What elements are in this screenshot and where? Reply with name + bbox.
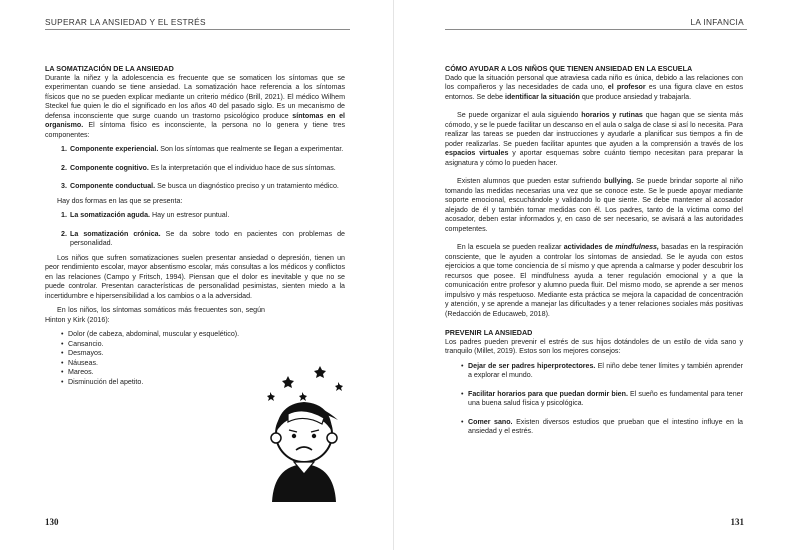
list-item: 2. La somatización crónica. Se da sobre todo en pacientes con problemas de personalidad. (61, 229, 345, 247)
right-page (394, 0, 789, 550)
list-item: • Cansancio. (61, 339, 104, 348)
right-column (445, 64, 743, 437)
star-icon (267, 392, 275, 401)
header-rule (445, 29, 747, 30)
list-item: 1. La somatización aguda. Hay un estresor puntual. (61, 211, 230, 219)
paragraph: Existen alumnos que pueden estar sufriendo bullying. Se puede brindar soporte al niño tomando las medidas necesarias una vez que se conoce este. Se le puede apoyar mediante soporte emocional, escuchándole y validando lo que siente. Se debe mantener al acosador alejado de él y también tomar medidas con él. Los padres, tanto de la víctima como del acosador, deben estar informados y, en caso de ser necesario, se avisará a las autoridades competentes. (445, 177, 743, 233)
star-icon (314, 366, 326, 378)
paragraph: En la escuela se pueden realizar actividades de mindfulness, basadas en la respiración consciente, que le ayuden a controlar los síntomas de ansiedad. Se le ayuda con estos ejercicios a que tome conciencia de sí mismo y que aprenda a calmarse y poder descubrir los recursos que posee. El mindfulness ayuda a tener regulación emocional y a que la comunicación entre profesor y alumno pueda fluir. Del mismo modo, se aprende a ser menos impulsivo y más respetuoso. Mediante esta práctica se mejora la capacidad de concentración y atención, y se aprende a manejar las dificultades y a tener relaciones sociales más positivas (Redacción de Educaweb, 2018). (445, 243, 743, 318)
star-icon (299, 392, 307, 401)
running-head: LA INFANCIA (690, 17, 744, 27)
left-page (0, 0, 394, 550)
paragraph: En los niños, los síntomas somáticos más frecuentes son, según Hinton y Kirk (2016): (45, 306, 265, 324)
list-item: • Disminución del apetito. (61, 377, 144, 386)
running-head: SUPERAR LA ANSIEDAD Y EL ESTRÉS (45, 17, 206, 27)
tips-list (461, 362, 743, 437)
list-item: • Facilitar horarios para que puedan dormir bien. El sueño es fundamental para tener una buena salud física y psicológica. (461, 389, 743, 407)
paragraph: Durante la niñez y la adolescencia es frecuente que se somaticen los síntomas que se experimentan cuando se tiene ansiedad. La somatización hace referencia a los síntomas físicos que no se pueden explicar mediante un criterio médico (Brill, 2021). El médico Wilhem Steckel fue quien le dio el significado en los años 40 del pasado siglo. Es un mecanismo de defensa inconsciente que surge cuando un trastorno psicológico produce síntomas en el organismo. El síntoma físico es inconsciente, la persona no lo genera y tiene tres componentes: (45, 73, 345, 139)
section-heading: LA SOMATIZACIÓN DE LA ANSIEDAD (45, 64, 174, 73)
paragraph: Los padres pueden prevenir el estrés de sus hijos dotándoles de un estilo de vida sano y tranquilo (Millet, 2019). Estos son los mejores consejos: (445, 337, 743, 355)
list-item: 3. Componente conductual. Se busca un diagnóstico preciso y un tratamiento médico. (61, 182, 339, 190)
components-list (61, 145, 345, 192)
list-item: • Dejar de ser padres hiperprotectores. El niño debe tener límites y también aprender a explorar el mundo. (461, 361, 743, 379)
dizzy-child-illustration (258, 362, 350, 502)
paragraph: Se puede organizar el aula siguiendo horarios y rutinas que hagan que se sienta más cómodo, y se le puede facilitar un descanso en el aula o salga de clase si así lo necesita. Para realizar las tareas se pueden dar instrucciones y ayudarle a planificar sus tiempos a fin de poder realizarlas. Se pueden facilitar apuntes que ayuden a la comprensión a través de los espacios virtuales y aportar esquemas sobre cuánto tiempo necesitan para preparar la asignatura y cómo lo pueden hacer. (445, 111, 743, 167)
list-item: • Desmayos. (61, 349, 104, 357)
list-item: • Comer sano. Existen diversos estudios que prueban que el intestino influye en la ansiedad y el estrés. (461, 417, 743, 435)
paragraph: Dado que la situación personal que atraviesa cada niño es única, debido a las relaciones con los compañeros y las necesidades de cada uno, el profesor es una figura clave en estos entornos. Se debe identificar la situación que produce ansiedad y trabajarla. (445, 73, 743, 101)
star-icon (335, 382, 343, 391)
symptoms-list (61, 330, 261, 387)
section-heading: PREVENIR LA ANSIEDAD (445, 328, 533, 337)
section-heading: CÓMO AYUDAR A LOS NIÑOS QUE TIENEN ANSIEDAD EN LA ESCUELA (445, 64, 693, 73)
page-number: 131 (730, 517, 744, 527)
page-number: 130 (45, 517, 59, 527)
star-icon (282, 376, 294, 388)
left-column (45, 64, 345, 387)
list-item: 1. Componente experiencial. Son los síntomas que realmente se llegan a experimentar. (61, 145, 344, 153)
paragraph: Los niños que sufren somatizaciones suelen presentar ansiedad o depresión, tienen un peor rendimiento escolar, mayor absentismo escolar, más consultas a los médicos y conflictos en las relaciones (Campo y Fritsch, 1994). Piensan que el dolor es inevitable y que no se puede controlar. Presentan características de personalidad pesimistas, sienten miedo a la incertidumbre e hipersensibilidad a los cambios o a la adversidad. (45, 253, 345, 300)
list-item: • Dolor (de cabeza, abdominal, muscular y esquelético). (61, 330, 240, 338)
list-item: • Mareos. (61, 368, 94, 376)
list-item: 2. Componente cognitivo. Es la interpretación que el individuo hace de sus síntomas. (61, 163, 336, 172)
list-item: • Náuseas. (61, 358, 98, 367)
header-rule (45, 29, 350, 30)
forms-list (61, 211, 345, 249)
paragraph: Hay dos formas en las que se presenta: (57, 196, 183, 205)
